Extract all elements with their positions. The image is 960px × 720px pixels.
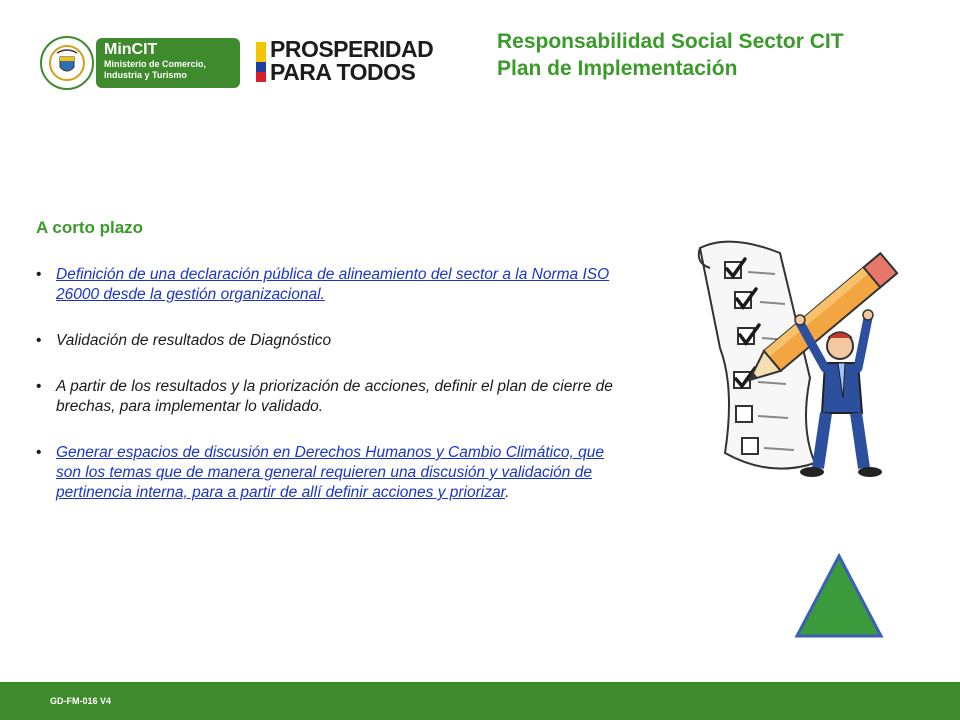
title-line1: Responsabilidad Social Sector CIT bbox=[497, 30, 844, 53]
mincit-subtitle-1: Ministerio de Comercio, bbox=[104, 59, 207, 69]
page-title bbox=[497, 28, 844, 82]
bullet-item bbox=[36, 377, 626, 417]
prosperidad-line2: PARA TODOS bbox=[270, 59, 416, 85]
bullet-link-espacios[interactable]: Generar espacios de discusión en Derechos Humanos y Cambio Climático, que son los temas que de manera general requieren una discusión y validación de pertinencia interna, para a partir de allí definir acciones y priorizar bbox=[56, 444, 604, 501]
colombia-flag-bar bbox=[256, 42, 266, 82]
bullet-suffix: . bbox=[505, 484, 510, 501]
bullet-item bbox=[36, 265, 626, 305]
title-line2: Plan de Implementación bbox=[497, 57, 738, 80]
mincit-brand: MinCIT bbox=[104, 41, 158, 58]
green-triangle-icon bbox=[794, 553, 884, 639]
colombia-seal-icon bbox=[40, 36, 94, 90]
document-code: GD-FM-016 V4 bbox=[50, 696, 112, 706]
footer-bar bbox=[0, 682, 960, 720]
mincit-logo bbox=[96, 38, 240, 88]
bullet-item bbox=[36, 443, 626, 503]
prosperidad-line1: PROSPERIDAD bbox=[270, 36, 434, 62]
checklist-pencil-man-icon bbox=[690, 228, 930, 488]
section-heading: A corto plazo bbox=[36, 218, 144, 237]
bullet-list bbox=[36, 265, 626, 529]
mincit-subtitle-2: Industria y Turismo bbox=[104, 70, 187, 80]
bullet-text-validacion: Validación de resultados de Diagnóstico bbox=[56, 332, 332, 349]
bullet-text-plan: A partir de los resultados y la priorización de acciones, definir el plan de cierre de brechas, para implementar lo validado. bbox=[56, 378, 613, 415]
bullet-item bbox=[36, 331, 626, 351]
bullet-link-declaracion[interactable]: Definición de una declaración pública de alineamiento del sector a la Norma ISO 26000 desde la gestión organizacional. bbox=[56, 266, 610, 303]
prosperidad-logo bbox=[256, 36, 434, 86]
